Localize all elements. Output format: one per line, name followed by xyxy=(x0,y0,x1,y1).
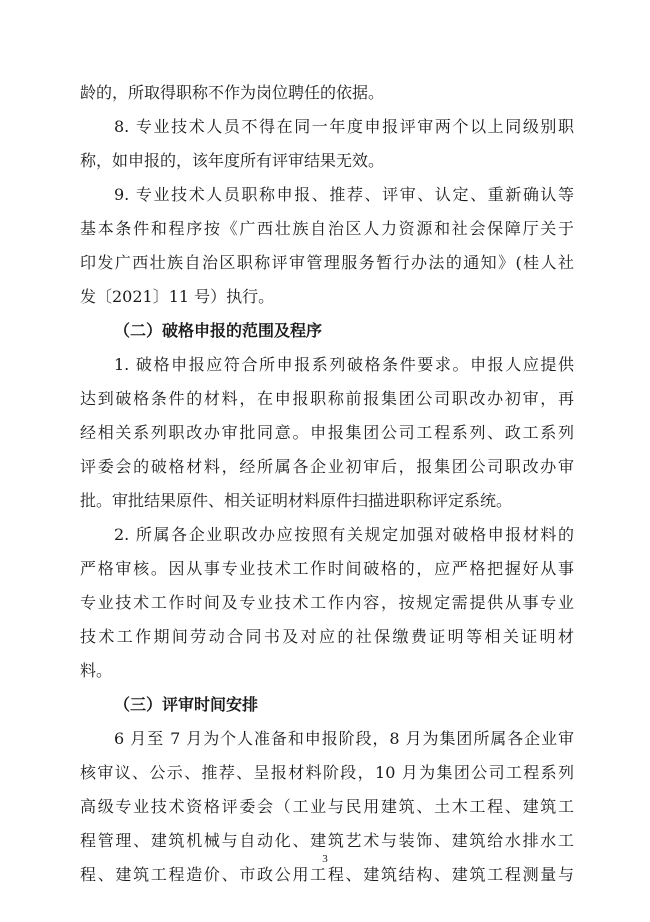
paragraph-line: 经相关系列职改办审批同意。申报集团公司工程系列、政工系列 xyxy=(80,423,574,442)
paragraph-line: 2. 所属各企业职改办应按照有关规定加强对破格申报材料的 xyxy=(114,525,574,544)
paragraph-line: 严格审核。因从事专业技术工作时间破格的，应严格把握好从事 xyxy=(80,559,574,578)
paragraph-line: 基本条件和程序按《广西壮族自治区人力资源和社会保障厅关于 xyxy=(80,219,574,238)
document-body xyxy=(80,76,574,892)
paragraph-line: 达到破格条件的材料，在申报职称前报集团公司职改办初审，再 xyxy=(80,389,574,408)
paragraph-line: 程、建筑工程造价、市政公用工程、建筑结构、建筑工程测量与 xyxy=(80,865,574,884)
paragraph-line: 高级专业技术资格评委会（工业与民用建筑、土木工程、建筑工 xyxy=(80,797,574,816)
paragraph-line: 6 月至 7 月为个人准备和申报阶段，8 月为集团所属各企业审 xyxy=(114,729,574,748)
paragraph-line: 称，如申报的，该年度所有评审结果无效。 xyxy=(80,151,385,170)
paragraph-line: 1. 破格申报应符合所申报系列破格条件要求。申报人应提供 xyxy=(114,355,574,374)
paragraph-line: 印发广西壮族自治区职称评审管理服务暂行办法的通知》(桂人社 xyxy=(80,253,574,272)
paragraph-line: 专业技术工作时间及专业技术工作内容，按规定需提供从事专业 xyxy=(80,593,574,612)
section-heading: （二）破格申报的范围及程序 xyxy=(114,321,323,340)
section-heading: （三）评审时间安排 xyxy=(114,695,259,714)
paragraph-line: 料。 xyxy=(80,661,113,680)
paragraph-line: 8. 专业技术人员不得在同一年度申报评审两个以上同级别职 xyxy=(114,117,574,136)
paragraph-line: 评委会的破格材料，经所属各企业初审后，报集团公司职改办审 xyxy=(80,457,574,476)
paragraph-line: 发〔2021〕11 号）执行。 xyxy=(80,287,275,306)
paragraph-line: 核审议、公示、推荐、呈报材料阶段，10 月为集团公司工程系列 xyxy=(80,763,574,782)
page-number: 3 xyxy=(322,853,328,865)
paragraph-line: 批。审批结果原件、相关证明材料原件扫描进职称评定系统。 xyxy=(80,491,513,510)
paragraph-line: 程管理、建筑机械与自动化、建筑艺术与装饰、建筑给水排水工 xyxy=(80,831,574,850)
paragraph-line: 9. 专业技术人员职称申报、推荐、评审、认定、重新确认等 xyxy=(114,185,574,204)
paragraph-line: 龄的，所取得职称不作为岗位聘任的依据。 xyxy=(80,83,385,102)
paragraph-line: 技术工作期间劳动合同书及对应的社保缴费证明等相关证明材 xyxy=(80,627,574,646)
